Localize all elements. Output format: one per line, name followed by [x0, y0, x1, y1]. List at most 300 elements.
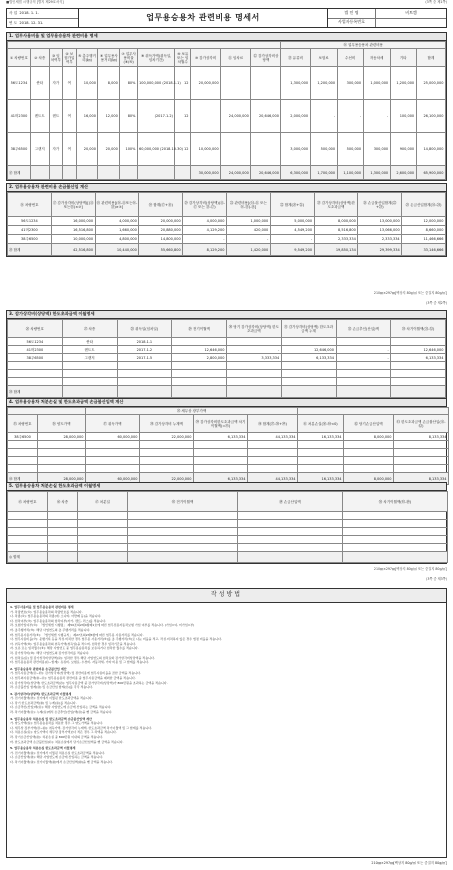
table-cell[interactable]: 38주6500 — [8, 433, 38, 441]
table-cell[interactable]: 44,133,334 — [248, 433, 298, 441]
table-cell[interactable]: 12,646,000 — [391, 346, 446, 354]
table-cell[interactable]: 8,000,000 — [314, 217, 358, 226]
table-cell[interactable]: 12,646,000 — [172, 346, 227, 354]
table-cell[interactable] — [48, 544, 78, 552]
table-cell[interactable] — [8, 449, 38, 457]
table-cell[interactable] — [344, 457, 394, 465]
table-cell[interactable]: 10,000,000 — [51, 235, 95, 244]
table-cell[interactable]: - — [226, 235, 270, 244]
table-cell[interactable] — [128, 536, 238, 544]
table-cell[interactable] — [62, 370, 117, 378]
table-cell[interactable] — [391, 370, 446, 378]
table-cell[interactable]: 여 — [63, 100, 77, 133]
table-cell[interactable]: 싼타 — [30, 67, 49, 100]
table-cell[interactable] — [8, 536, 48, 544]
total-cell: 6,300,000 — [281, 166, 310, 180]
table-cell[interactable]: 2,000,000 — [281, 100, 310, 133]
table-cell[interactable]: 12 — [175, 100, 191, 133]
column-header: ㊵ 합계(㊲-㊳+㊴) — [248, 415, 298, 433]
table-cell[interactable]: 20,000,000 — [191, 67, 221, 100]
table-cell[interactable] — [194, 465, 248, 473]
table-row — [8, 449, 449, 457]
table-cell[interactable]: 60,000,000 — [86, 433, 140, 441]
table-cell[interactable] — [394, 441, 449, 449]
table-cell[interactable]: 12,646,000 — [281, 346, 336, 354]
table-cell[interactable]: 420,000 — [226, 226, 270, 235]
table-cell[interactable] — [343, 528, 448, 536]
table-row — [8, 528, 448, 536]
table-cell[interactable]: 500,000 — [337, 133, 363, 166]
column-header: 기타 — [390, 49, 416, 67]
table-cell[interactable] — [336, 338, 391, 346]
table-row — [8, 217, 446, 226]
column-header: ⑦ 업무사용비율(⑥/⑤) — [120, 49, 138, 67]
table-cell[interactable]: - — [337, 100, 363, 133]
column-header: ㊶ 처분손실(㊱-㊵<0) — [298, 415, 344, 433]
table-cell[interactable] — [344, 441, 394, 449]
table-cell[interactable]: 자가 — [49, 67, 63, 100]
table-cell[interactable]: 그랜저 — [62, 354, 117, 362]
table-cell[interactable] — [191, 100, 221, 133]
table-cell[interactable]: 4,000,000 — [183, 217, 227, 226]
total-cell — [175, 166, 191, 180]
page-number-3: (3쪽 중 제3쪽) — [426, 577, 447, 581]
table-cell[interactable]: 8,000,000 — [344, 433, 394, 441]
table-cell[interactable] — [78, 512, 128, 520]
table-cell[interactable] — [298, 457, 344, 465]
table-cell[interactable] — [86, 449, 140, 457]
table-cell[interactable]: 300,000 — [337, 67, 363, 100]
column-header: ㉓ 감가상각비(상당액)한도초과금액 — [314, 193, 358, 217]
column-header: ㊼ 처분일 — [78, 492, 128, 512]
table-cell[interactable] — [140, 449, 194, 457]
table-cell[interactable]: 60,000,000 (2018.10.30) — [137, 133, 174, 166]
total-label: ⑮ 합계 — [8, 166, 31, 180]
table-cell[interactable]: (2017.1.2) — [137, 100, 174, 133]
table-cell[interactable] — [298, 465, 344, 473]
table-cell[interactable]: 12 — [175, 133, 191, 166]
table-cell[interactable] — [8, 465, 38, 473]
total-cell: 22,000,000 — [140, 473, 194, 485]
table-cell[interactable] — [86, 457, 140, 465]
form-reference: ■법인세법 시행규칙 [별지 제29호서식] — [6, 0, 64, 4]
table-cell[interactable]: 13,000,000 — [358, 217, 402, 226]
table-cell[interactable] — [128, 520, 238, 528]
table-cell[interactable]: 1,000,000 — [226, 217, 270, 226]
instructions-section — [6, 588, 447, 858]
instruction-line: 나. 업무외사용금액(⑳~㉒): 업무용승용차 관련비용 중 업무사용금액을 제외한 금액을 적습니다. — [10, 675, 136, 680]
table-cell[interactable]: 그랜저 — [30, 133, 49, 166]
section-2-table — [7, 192, 446, 256]
instruction-line: 라. 차기이월액(㉝): 누계(㉛)에서 손금추인(산입)액(㉜)을 뺀 금액을 적습니다. — [10, 710, 113, 715]
table-cell[interactable]: - — [336, 354, 391, 362]
table-cell[interactable] — [336, 370, 391, 378]
table-cell[interactable] — [8, 362, 63, 370]
table-cell[interactable] — [194, 457, 248, 465]
table-cell[interactable] — [238, 520, 343, 528]
table-cell[interactable] — [281, 362, 336, 370]
table-cell[interactable] — [194, 441, 248, 449]
column-header: ㉝ 차기이월액(㉛-㉜) — [391, 320, 446, 338]
table-cell[interactable]: 16,516,800 — [51, 226, 95, 235]
table-cell[interactable] — [140, 441, 194, 449]
table-row — [8, 235, 446, 244]
year-from: 2018. 1. 1. — [19, 11, 39, 16]
table-cell[interactable] — [8, 370, 63, 378]
table-cell[interactable]: 41머2300 — [8, 346, 63, 354]
instruction-line: 다. 임차여부(③): 업무용승용차의 임차여부(자가, 렌트, 리스)를 적습니다. — [10, 618, 107, 623]
table-cell[interactable] — [38, 449, 86, 457]
total-cell: 29,399,334 — [358, 244, 402, 256]
table-cell[interactable] — [48, 536, 78, 544]
table-cell[interactable] — [38, 457, 86, 465]
table-cell[interactable] — [336, 362, 391, 370]
table-cell[interactable]: 20,646,000 — [251, 100, 281, 133]
column-header: ② 차종 — [30, 49, 49, 67]
table-cell[interactable]: 12,000 — [98, 100, 120, 133]
total-cell: 8,133,334 — [394, 473, 449, 485]
table-cell[interactable] — [251, 133, 281, 166]
table-cell[interactable]: 13,066,000 — [358, 226, 402, 235]
total-cell — [336, 386, 391, 398]
table-cell[interactable]: 1,660,000 — [95, 226, 139, 235]
column-header: ㊺ 차량번호 — [8, 492, 48, 512]
table-cell[interactable]: 6,133,334 — [194, 433, 248, 441]
table-cell[interactable] — [281, 378, 336, 386]
paper-spec-footer: 210㎜×297㎜[백상지 80g/㎡ 또는 중질지 80g/㎡] — [371, 861, 447, 866]
table-cell[interactable]: - — [363, 100, 390, 133]
table-cell[interactable]: 16,133,334 — [298, 433, 344, 441]
table-cell[interactable] — [8, 378, 63, 386]
table-cell[interactable]: 14,800,000 — [416, 133, 445, 166]
table-cell[interactable]: 10,000,000 — [191, 133, 221, 166]
table-cell[interactable] — [78, 528, 128, 536]
table-cell[interactable] — [48, 512, 78, 520]
table-cell[interactable] — [343, 544, 448, 552]
table-cell[interactable] — [391, 378, 446, 386]
table-cell[interactable] — [221, 133, 251, 166]
table-cell[interactable]: 8,000 — [98, 67, 120, 100]
fiscal-year-box — [7, 9, 79, 27]
table-cell[interactable]: 20,000 — [98, 133, 120, 166]
column-header: ㉜ 손금추인(산입)액 — [336, 320, 391, 338]
shaded-cell — [30, 166, 49, 180]
table-cell[interactable] — [8, 520, 48, 528]
corp-name-value[interactable]: 비트캠 — [405, 9, 417, 15]
table-cell[interactable]: 12,000,000 — [402, 217, 446, 226]
table-cell[interactable] — [86, 465, 140, 473]
total-cell: 33,146,666 — [402, 244, 446, 256]
table-cell[interactable]: 4,129,200 — [183, 226, 227, 235]
column-header: ㉗ 차종 — [62, 320, 117, 338]
instruction-line: 나. 손금산입액(㊾): 해당 사업연도에 손금에 산입하는 금액을 적습니다. — [10, 755, 104, 760]
table-cell[interactable] — [117, 370, 172, 378]
table-cell[interactable] — [172, 370, 227, 378]
table-cell[interactable] — [343, 520, 448, 528]
table-cell[interactable] — [128, 544, 238, 552]
table-cell[interactable] — [86, 441, 140, 449]
table-row — [8, 346, 446, 354]
table-cell[interactable]: - — [227, 346, 282, 354]
table-cell[interactable]: 20,880,000 — [139, 226, 183, 235]
column-header: ⑯ 차량번호 — [8, 193, 52, 217]
table-cell[interactable]: - — [336, 346, 391, 354]
table-cell[interactable] — [298, 449, 344, 457]
instruction-line: 다. 감가상각비(상당액) 한도초과금액(㉓): 업무사용금액 중 감가상각비(상당액)가 800만원을 초과하는 금액을 적습니다. — [10, 680, 168, 685]
table-cell[interactable] — [38, 465, 86, 473]
instruction-line: 카. 임차료(⑪) 및 감가상각비상당액(⑫): 임차한 경우 해당 사업연도의 임차료와 감가상각비상당액을 적습니다. — [10, 655, 155, 660]
table-cell[interactable]: 38주6500 — [8, 354, 63, 362]
table-cell[interactable]: 4,549,200 — [270, 226, 314, 235]
table-cell[interactable]: 38주6500 — [8, 133, 31, 166]
table-cell[interactable]: 2,800,000 — [172, 354, 227, 362]
table-cell[interactable]: 28,000,000 — [38, 433, 86, 441]
table-cell[interactable] — [227, 362, 282, 370]
table-cell[interactable]: 56도1234 — [8, 67, 31, 100]
instruction-heading: 2. 업무용승용차 관련비용 손금불산입 계산 — [10, 666, 67, 671]
table-cell[interactable]: 16,000,000 — [51, 217, 95, 226]
table-cell[interactable] — [281, 370, 336, 378]
table-cell[interactable]: 여 — [63, 133, 77, 166]
table-cell[interactable]: 2018.1.1 — [117, 338, 172, 346]
table-cell[interactable] — [8, 457, 38, 465]
column-header: ⑬ 유류비 — [281, 49, 310, 67]
table-cell[interactable] — [238, 544, 343, 552]
table-cell[interactable] — [48, 520, 78, 528]
table-cell[interactable]: 4,800,000 — [95, 235, 139, 244]
biz-number-label: 사업자등록번호 — [328, 19, 376, 28]
table-cell[interactable] — [391, 338, 446, 346]
table-cell[interactable]: 41머2300 — [8, 100, 31, 133]
table-cell[interactable]: 38주6500 — [8, 235, 52, 244]
table-cell[interactable] — [8, 441, 38, 449]
table-cell[interactable]: - — [270, 235, 314, 244]
total-cell: 30,000,000 — [191, 166, 221, 180]
table-cell[interactable] — [78, 544, 128, 552]
column-header: ⑫ 감가상각비상당액 — [251, 49, 281, 67]
table-cell[interactable] — [78, 520, 128, 528]
table-cell[interactable] — [78, 536, 128, 544]
table-cell[interactable] — [248, 441, 298, 449]
total-cell — [227, 386, 282, 398]
table-cell[interactable]: 56도1234 — [8, 217, 52, 226]
table-cell[interactable]: 56도1234 — [8, 338, 63, 346]
total-cell — [137, 166, 174, 180]
column-header: ㊲ 취득가액 — [86, 415, 140, 433]
table-cell[interactable]: - — [310, 100, 337, 133]
total-cell: 44,133,334 — [248, 473, 298, 485]
table-cell[interactable] — [394, 449, 449, 457]
table-cell[interactable] — [38, 441, 86, 449]
table-cell[interactable]: 2,333,334 — [314, 235, 358, 244]
section-4-title: 4. 업무용승용차 처분손실 및 한도초과금액 손금불산입액 계산 — [7, 399, 446, 407]
shaded-cell — [62, 386, 117, 398]
table-cell[interactable]: 4,000,000 — [95, 217, 139, 226]
table-cell[interactable] — [343, 512, 448, 520]
table-cell[interactable] — [8, 512, 48, 520]
table-cell[interactable] — [117, 378, 172, 386]
total-label: ㉞ 합계 — [8, 386, 63, 398]
table-cell[interactable] — [251, 67, 281, 100]
table-cell[interactable] — [62, 362, 117, 370]
table-cell[interactable] — [394, 457, 449, 465]
table-cell[interactable]: 8,516,800 — [314, 226, 358, 235]
table-cell[interactable] — [344, 465, 394, 473]
total-cell: 28,000,000 — [38, 473, 86, 485]
column-header: ㉛ 감가상각비(상당액) 한도초과금액 누계 — [281, 320, 336, 338]
table-cell[interactable] — [140, 465, 194, 473]
table-cell[interactable]: 8,660,000 — [402, 226, 446, 235]
table-cell[interactable]: 100,000 — [390, 100, 416, 133]
table-cell[interactable] — [391, 362, 446, 370]
table-cell[interactable] — [343, 536, 448, 544]
column-header: ⑰ 감가상각비(상당액)[(⑪또는⑬)×⑦] — [51, 193, 95, 217]
column-header: ⑥ 업무용사용거리(㎞) — [98, 49, 120, 67]
table-cell[interactable]: 14,800,000 — [139, 235, 183, 244]
table-cell[interactable] — [128, 528, 238, 536]
column-header: ⑨ 보유 또는 임차월수 — [175, 49, 191, 67]
column-header: ④ 보험가입여부 — [63, 49, 77, 67]
instruction-line: 차. 감가상각비(⑩): 해당 사업연도의 감가상각비를 적습니다. — [10, 650, 90, 655]
table-cell[interactable]: 80% — [120, 100, 138, 133]
table-cell[interactable]: 24,000,000 — [221, 100, 251, 133]
table-cell[interactable]: 2,333,334 — [358, 235, 402, 244]
section-2-title: 2. 업무용승용차 관련비용 손금불산입 계산 — [7, 184, 446, 192]
section-1 — [6, 32, 447, 181]
table-cell[interactable]: 20,000 — [76, 133, 98, 166]
table-cell[interactable] — [172, 338, 227, 346]
table-cell[interactable] — [172, 362, 227, 370]
table-cell[interactable]: 20,000,000 — [139, 217, 183, 226]
column-header: ⑤ 총주행거리(㎞) — [76, 49, 98, 67]
table-cell[interactable]: 3,333,334 — [227, 354, 282, 362]
total-label: ㊹ 합계 — [8, 473, 38, 485]
table-cell[interactable]: - — [183, 235, 227, 244]
total-cell: 42,516,800 — [51, 244, 95, 256]
instruction-line: 사. 업무사용비율(⑦): 운행기록 등을 작성·비치한 경우 업무용 사용거리(⑥)를 총 주행거리(⑤)로 나눈 비율을 적고, 작성·비치하지 않은 경우 법정 비율을 적습니다. — [10, 637, 222, 642]
column-header: 수선비 — [337, 49, 363, 67]
table-cell[interactable] — [128, 512, 238, 520]
table-cell[interactable]: 900,000 — [390, 133, 416, 166]
table-cell[interactable]: 25,000,000 — [416, 67, 445, 100]
table-cell[interactable]: 8,133,334 — [394, 433, 449, 441]
table-cell[interactable]: 싼타 — [62, 338, 117, 346]
table-cell[interactable]: 300,000 — [363, 133, 390, 166]
instruction-line: 나. 차종(②): 업무용승용차의 차종(예: 소나타, 아반떼 등)을 적습니다. — [10, 614, 102, 619]
table-cell[interactable] — [117, 362, 172, 370]
table-cell[interactable]: 80% — [120, 67, 138, 100]
table-cell[interactable] — [238, 536, 343, 544]
table-cell[interactable]: 6,133,334 — [391, 354, 446, 362]
total-cell — [63, 166, 77, 180]
table-cell[interactable] — [227, 378, 282, 386]
table-cell[interactable] — [140, 457, 194, 465]
column-header: ㉕ 손금산입합계(⑭-㉔) — [402, 193, 446, 217]
table-cell[interactable]: 1,200,000 — [310, 67, 337, 100]
table-cell[interactable]: 26,100,000 — [416, 100, 445, 133]
table-cell[interactable]: 1,000,000 — [363, 67, 390, 100]
table-cell[interactable] — [172, 378, 227, 386]
table-cell[interactable]: 5,000,000 — [270, 217, 314, 226]
table-cell[interactable] — [281, 338, 336, 346]
table-row — [8, 370, 446, 378]
table-row — [8, 441, 449, 449]
page-number-2: (3쪽 중 제2쪽) — [426, 301, 447, 305]
column-header: ㉖ 차량번호 — [8, 320, 63, 338]
table-cell[interactable] — [221, 67, 251, 100]
total-cell: 1,100,000 — [337, 166, 363, 180]
table-cell[interactable]: 1,300,000 — [281, 67, 310, 100]
table-cell[interactable]: 렌트트 — [30, 100, 49, 133]
table-cell[interactable] — [8, 544, 48, 552]
table-cell[interactable]: 100% — [120, 133, 138, 166]
total-cell: 55,660,800 — [139, 244, 183, 256]
total-cell: 60,000,000 — [86, 473, 140, 485]
column-header: 보험료 — [310, 49, 337, 67]
column-header: ㊳ 감가상각비 누계액 — [140, 415, 194, 433]
table-cell[interactable] — [227, 338, 282, 346]
column-header: ⑩ 감가상각비 — [191, 49, 221, 67]
table-row — [8, 433, 449, 441]
table-cell[interactable]: 500,000 — [310, 133, 337, 166]
table-cell[interactable] — [336, 378, 391, 386]
table-cell[interactable]: 22,000,000 — [140, 433, 194, 441]
column-header: ③ 임차여부 — [49, 49, 63, 67]
table-cell[interactable] — [394, 465, 449, 473]
table-cell[interactable] — [248, 457, 298, 465]
table-cell[interactable] — [8, 528, 48, 536]
table-cell[interactable]: 3,000,000 — [281, 133, 310, 166]
table-cell[interactable]: 16,000 — [76, 100, 98, 133]
biz-number-value[interactable] — [376, 19, 446, 28]
table-cell[interactable] — [238, 512, 343, 520]
table-cell[interactable]: 6,133,334 — [281, 354, 336, 362]
table-cell[interactable] — [298, 441, 344, 449]
total-cell — [281, 386, 336, 398]
table-cell[interactable] — [248, 449, 298, 457]
instruction-line: 다. 손금추인(산입)액(㉜): 해당 사업연도에 손금에 산입하는 금액을 적습니다. — [10, 705, 112, 710]
table-cell[interactable]: 12 — [175, 67, 191, 100]
section-5-table — [7, 491, 448, 563]
table-cell[interactable] — [62, 378, 117, 386]
corp-info-box — [328, 9, 446, 27]
table-cell[interactable]: 1,200,000 — [390, 67, 416, 100]
table-cell[interactable]: 여 — [63, 67, 77, 100]
instruction-heading: 5. 업무용승용차 처분손실 한도초과금액 이월명세 — [10, 746, 76, 751]
table-cell[interactable]: 100,000,000 (2018.1.1) — [137, 67, 174, 100]
table-cell[interactable]: 렌트 — [49, 100, 63, 133]
section-4-table — [7, 407, 449, 485]
table-cell[interactable]: 10,000 — [76, 67, 98, 100]
shaded-cell — [48, 552, 78, 563]
table-cell[interactable]: 41머2300 — [8, 226, 52, 235]
column-header: ㊿ 차기이월액(㊽-㊾) — [343, 492, 448, 512]
table-cell[interactable] — [344, 449, 394, 457]
table-cell[interactable]: 자가 — [49, 133, 63, 166]
table-cell[interactable] — [194, 449, 248, 457]
table-cell[interactable]: 2017.1.2 — [117, 346, 172, 354]
table-cell[interactable]: 11,466,666 — [402, 235, 446, 244]
table-row — [8, 544, 448, 552]
table-cell[interactable] — [238, 528, 343, 536]
table-cell[interactable]: 2017.1.5 — [117, 354, 172, 362]
table-cell[interactable] — [227, 370, 282, 378]
table-cell[interactable] — [248, 465, 298, 473]
column-header: ⑱ 관련비용[(⑭-⑪또는⑭-⑬)×⑦] — [95, 193, 139, 217]
column-header: ⑲ 합계(⑰+⑱) — [139, 193, 183, 217]
table-cell[interactable] — [48, 528, 78, 536]
table-cell[interactable]: 렌트트 — [62, 346, 117, 354]
